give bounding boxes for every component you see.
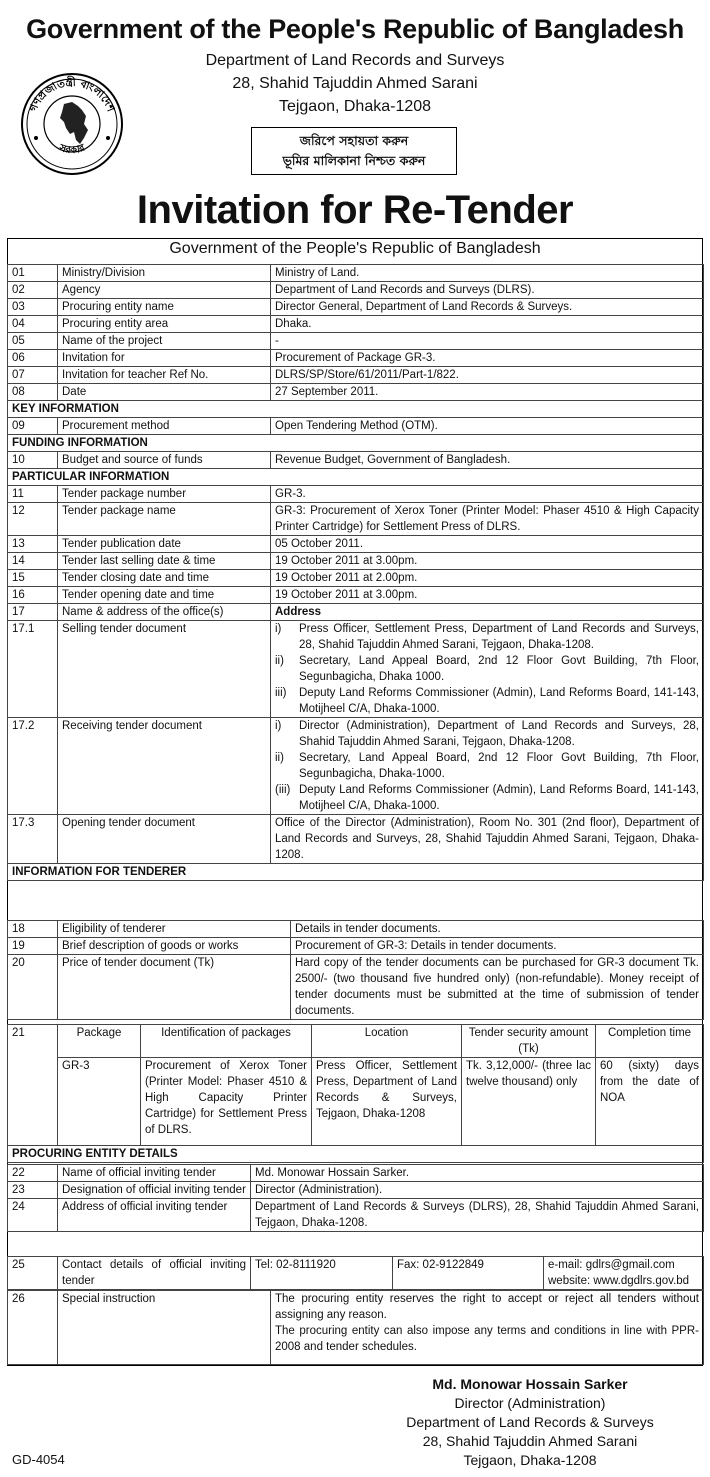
row-label: Special instruction — [58, 1291, 271, 1365]
row-label: Procuring entity name — [58, 299, 271, 316]
row-value: Director (Administration). — [251, 1182, 704, 1199]
row-value: Office of the Director (Administration), Room No. 301 (2nd floor), Department of Land Records and Surveys, 28, Shahid Tajuddin Ahmed Sarani, Tejgaon, Dhaka-1208. — [271, 815, 704, 864]
table-row — [8, 503, 704, 536]
header-department: Department of Land Records and Surveys — [205, 52, 505, 69]
instruction-paragraph: The procuring entity reserves the right to accept or reject all tenders without assigning any reason. — [275, 1293, 699, 1321]
row-value: 19 October 2011 at 3.00pm. — [271, 553, 704, 570]
row-label: Tender publication date — [58, 536, 271, 553]
table-row — [8, 1165, 704, 1182]
reference-code: GD-4054 — [12, 1452, 65, 1467]
row-number: 17.2 — [8, 718, 58, 815]
section-funding-information: FUNDING INFORMATION — [8, 435, 704, 452]
list-item: i) Director (Administration), Department of Land Records and Surveys, 28, Shahid Tajuddin Ahmed Sarani, Tejgaon, Dhaka-1208. — [275, 720, 699, 748]
row-value: Md. Monowar Hossain Sarker. — [251, 1165, 704, 1182]
table-row — [8, 1058, 704, 1146]
government-seal-icon — [20, 72, 124, 176]
row-label: Name & address of the office(s) — [58, 604, 271, 621]
row-number: 09 — [8, 418, 58, 435]
row-number: 07 — [8, 367, 58, 384]
selling-address-list — [271, 621, 704, 718]
table-row — [8, 718, 704, 815]
row-label: Tender package number — [58, 486, 271, 503]
row-number: 15 — [8, 570, 58, 587]
receiving-address-list — [271, 718, 704, 815]
row-label: Opening tender document — [58, 815, 271, 864]
list-item: ii) Secretary, Land Appeal Board, 2nd 12 Floor Govt Building, 7th Floor, Segunbagicha, Dhaka-1000. — [275, 752, 699, 780]
row-value: 27 September 2011. — [271, 384, 704, 401]
row-value: 19 October 2011 at 3.00pm. — [271, 587, 704, 604]
special-instruction-table — [7, 1290, 704, 1365]
table-row — [8, 384, 704, 401]
row-label: Designation of official inviting tender — [58, 1182, 251, 1199]
row-value: Ministry of Land. — [271, 265, 704, 282]
list-item: iii) Deputy Land Reforms Commissioner (Admin), Land Reforms Board, 141-143, Motijheel C/A, Dhaka-1000. — [275, 687, 699, 715]
table-row — [8, 1291, 704, 1365]
row-value: GR-3: Procurement of Xerox Toner (Printer Model: Phaser 4510 & High Capacity Printer Cartridge) for Settlement Press of DLRS. — [271, 503, 704, 536]
row-label: Price of tender document (Tk) — [58, 955, 291, 1020]
table-row — [8, 536, 704, 553]
column-header: Location — [312, 1025, 462, 1058]
table-row — [8, 316, 704, 333]
row-value: Details in tender documents. — [291, 921, 704, 938]
header-title: Government of the People's Republic of Bangladesh — [26, 14, 684, 44]
row-label: Tender closing date and time — [58, 570, 271, 587]
row-number: 19 — [8, 938, 58, 955]
row-number: 04 — [8, 316, 58, 333]
row-number: 13 — [8, 536, 58, 553]
row-value: Dhaka. — [271, 316, 704, 333]
contact-email: e-mail: gdlrs@gmail.com — [548, 1259, 675, 1271]
row-value: Hard copy of the tender documents can be purchased for GR-3 document Tk. 2500/- (two thousand five hundred only) (non-refundable). Money receipt of tender documents must be submitted at the time of submission of tender documents. — [291, 955, 704, 1020]
section-procuring-entity-details: PROCURING ENTITY DETAILS — [8, 1146, 704, 1163]
table-row — [8, 418, 704, 435]
section-key-information: KEY INFORMATION — [8, 401, 704, 418]
table-row — [8, 367, 704, 384]
procuring-entity-table — [7, 1164, 704, 1232]
list-item: ii) Secretary, Land Appeal Board, 2nd 12 Floor Govt Building, 7th Floor, Segunbagicha, Dhaka 1000. — [275, 655, 699, 683]
table-row — [8, 621, 704, 718]
table-cell: GR-3 — [58, 1058, 141, 1146]
signatory-address-line1: 28, Shahid Tajuddin Ahmed Sarani — [422, 1433, 638, 1449]
section-particular-information: PARTICULAR INFORMATION — [8, 469, 704, 486]
list-item: i) Press Officer, Settlement Press, Department of Land Records and Surveys, 28, Shahid Tajuddin Ahmed Sarani, Tejgaon, Dhaka-1208. — [275, 623, 699, 651]
table-row — [8, 1025, 704, 1058]
row-number: 16 — [8, 587, 58, 604]
row-label: Agency — [58, 282, 271, 299]
row-label: Brief description of goods or works — [58, 938, 291, 955]
column-header: Tender security amount (Tk) — [462, 1025, 596, 1058]
row-label: Name of the project — [58, 333, 271, 350]
contact-online — [544, 1257, 704, 1290]
row-value: Department of Land Records and Surveys (DLRS). — [271, 282, 704, 299]
signatory-address-line2: Tejgaon, Dhaka-1208 — [463, 1452, 597, 1468]
contact-table — [7, 1256, 704, 1290]
row-value: - — [271, 333, 704, 350]
row-label: Tender opening date and time — [58, 587, 271, 604]
row-number: 24 — [8, 1199, 58, 1232]
list-item: (iii) Deputy Land Reforms Commissioner (Admin), Land Reforms Board, 141-143, Motijheel C/A, Dhaka-1000. — [275, 784, 699, 812]
table-row — [8, 452, 704, 469]
row-number: 20 — [8, 955, 58, 1020]
row-label: Procuring entity area — [58, 316, 271, 333]
table-row — [8, 486, 704, 503]
special-instruction-text — [271, 1291, 704, 1365]
package-table — [7, 1024, 704, 1163]
row-number: 02 — [8, 282, 58, 299]
row-number: 03 — [8, 299, 58, 316]
table-row — [8, 815, 704, 864]
contact-phone: Tel: 02-8111920 — [251, 1257, 393, 1290]
svg-text:সরকার — [57, 142, 87, 156]
table-row — [8, 553, 704, 570]
slogan-box — [251, 127, 457, 175]
notice-title: Invitation for Re-Tender — [136, 188, 574, 232]
row-number: 17 — [8, 604, 58, 621]
row-label: Tender package name — [58, 503, 271, 536]
column-header: Package — [58, 1025, 141, 1058]
row-label: Budget and source of funds — [58, 452, 271, 469]
row-value: 19 October 2011 at 2.00pm. — [271, 570, 704, 587]
row-label: Contact details of official inviting tender — [58, 1257, 251, 1290]
header-address-line1: 28, Shahid Tajuddin Ahmed Sarani — [232, 75, 478, 92]
row-number: 26 — [8, 1291, 58, 1365]
table-row — [8, 938, 704, 955]
tender-info-table — [7, 264, 704, 881]
row-number: 10 — [8, 452, 58, 469]
row-label: Invitation for teacher Ref No. — [58, 367, 271, 384]
signature-block — [390, 1375, 670, 1470]
signatory-department: Department of Land Records & Surveys — [406, 1414, 654, 1430]
row-number: 12 — [8, 503, 58, 536]
table-cell: Procurement of Xerox Toner (Printer Model: Phaser 4510 & High Capacity Printer Cartridge) for Settlement Press of DLRS. — [141, 1058, 312, 1146]
contact-fax: Fax: 02-9122849 — [393, 1257, 544, 1290]
table-row — [8, 350, 704, 367]
table-row — [8, 587, 704, 604]
row-label: Date — [58, 384, 271, 401]
row-value: Director General, Department of Land Records & Surveys. — [271, 299, 704, 316]
row-value: Open Tendering Method (OTM). — [271, 418, 704, 435]
row-label: Procurement method — [58, 418, 271, 435]
row-value: Department of Land Records & Surveys (DLRS), 28, Shahid Tajuddin Ahmed Sarani, Tejgaon, Dhaka-1208. — [251, 1199, 704, 1232]
row-label: Selling tender document — [58, 621, 271, 718]
table-cell: Tk. 3,12,000/- (three lac twelve thousand) only — [462, 1058, 596, 1146]
row-label: Receiving tender document — [58, 718, 271, 815]
table-row — [8, 604, 704, 621]
row-number: 05 — [8, 333, 58, 350]
tenderer-info-table — [7, 920, 704, 1020]
contact-website: website: www.dgdlrs.gov.bd — [548, 1275, 690, 1287]
section-information-for-tenderer: INFORMATION FOR TENDERER — [8, 864, 704, 881]
row-value: Procurement of GR-3: Details in tender documents. — [291, 938, 704, 955]
signatory-title: Director (Administration) — [454, 1395, 606, 1411]
row-value: GR-3. — [271, 486, 704, 503]
row-label: Name of official inviting tender — [58, 1165, 251, 1182]
table-row — [8, 1199, 704, 1232]
table-row — [8, 265, 704, 282]
row-label: Tender last selling date & time — [58, 553, 271, 570]
table-cell: Press Officer, Settlement Press, Department of Land Records & Surveys, Tejgaon, Dhaka-1208 — [312, 1058, 462, 1146]
table-heading: Government of the People's Republic of Bangladesh — [169, 240, 541, 257]
row-label: Ministry/Division — [58, 265, 271, 282]
row-value: Address — [271, 604, 704, 621]
row-number: 01 — [8, 265, 58, 282]
table-row — [8, 333, 704, 350]
row-number: 25 — [8, 1257, 58, 1290]
row-number: 06 — [8, 350, 58, 367]
row-number: 17.3 — [8, 815, 58, 864]
row-number: 23 — [8, 1182, 58, 1199]
column-header: Completion time — [596, 1025, 704, 1058]
slogan-line1: জরিপে সহায়তা করুন — [299, 133, 409, 148]
seal-top-text: গণপ্রজাতন্ত্রী বাংলাদেশ — [27, 76, 117, 114]
row-number: 18 — [8, 921, 58, 938]
row-label: Eligibility of tenderer — [58, 921, 291, 938]
row-value: Procurement of Package GR-3. — [271, 350, 704, 367]
row-number: 21 — [8, 1025, 58, 1146]
row-number: 11 — [8, 486, 58, 503]
table-row — [8, 921, 704, 938]
header-address-line2: Tejgaon, Dhaka-1208 — [278, 98, 432, 115]
table-row — [8, 299, 704, 316]
table-row — [8, 1182, 704, 1199]
table-row — [8, 1257, 704, 1290]
row-value: DLRS/SP/Store/61/2011/Part-1/822. — [271, 367, 704, 384]
slogan-line2: ভূমির মালিকানা নিশ্চত করুন — [282, 153, 426, 168]
row-label: Address of official inviting tender — [58, 1199, 251, 1232]
table-row — [8, 570, 704, 587]
row-number: 17.1 — [8, 621, 58, 718]
row-label: Invitation for — [58, 350, 271, 367]
row-number: 14 — [8, 553, 58, 570]
table-row — [8, 955, 704, 1020]
instruction-paragraph: The procuring entity can also impose any terms and conditions in line with PPR-2008 and tender schedules. — [275, 1325, 699, 1353]
signatory-name: Md. Monowar Hossain Sarker — [432, 1376, 628, 1392]
row-value: 05 October 2011. — [271, 536, 704, 553]
column-header: Identification of packages — [141, 1025, 312, 1058]
seal-bottom-text: সরকার — [57, 142, 87, 157]
row-number: 22 — [8, 1165, 58, 1182]
row-value: Revenue Budget, Government of Bangladesh. — [271, 452, 704, 469]
row-number: 08 — [8, 384, 58, 401]
table-row — [8, 282, 704, 299]
table-cell: 60 (sixty) days from the date of NOA — [596, 1058, 704, 1146]
